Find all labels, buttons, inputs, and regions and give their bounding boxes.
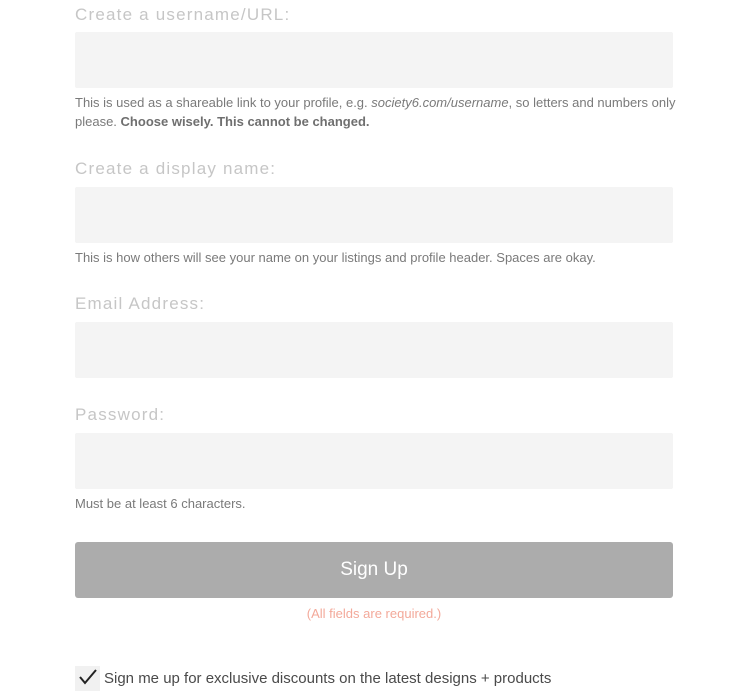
sign-up-button[interactable]: Sign Up: [75, 542, 673, 598]
email-input[interactable]: [75, 322, 673, 378]
password-input[interactable]: [75, 433, 673, 489]
newsletter-optin[interactable]: [75, 666, 551, 691]
required-note: (All fields are required.): [306, 606, 442, 621]
email-label: Email Address:: [75, 294, 206, 313]
display-name-input[interactable]: [75, 187, 673, 243]
username-hint-warning: Choose wisely. This cannot be changed.: [120, 114, 370, 129]
optin-checkbox[interactable]: [75, 666, 100, 691]
username-hint-example: society6.com/username: [371, 95, 509, 110]
display-name-label: Create a display name:: [75, 159, 277, 178]
username-label: Create a username/URL:: [75, 5, 291, 24]
username-hint: [75, 93, 685, 131]
password-label: Password:: [75, 405, 166, 424]
optin-label: Sign me up for exclusive discounts on the latest designs + products: [104, 670, 552, 687]
checkmark-icon: [78, 667, 98, 687]
username-hint-prefix: This is used as a shareable link to your profile, e.g.: [75, 95, 372, 110]
password-hint: Must be at least 6 characters.: [75, 496, 246, 511]
display-name-hint: This is how others will see your name on your listings and profile header. Spaces are okay.: [75, 250, 596, 265]
username-hint-middle: , so letters and numbers only please.: [75, 95, 676, 129]
username-input[interactable]: [75, 32, 673, 88]
